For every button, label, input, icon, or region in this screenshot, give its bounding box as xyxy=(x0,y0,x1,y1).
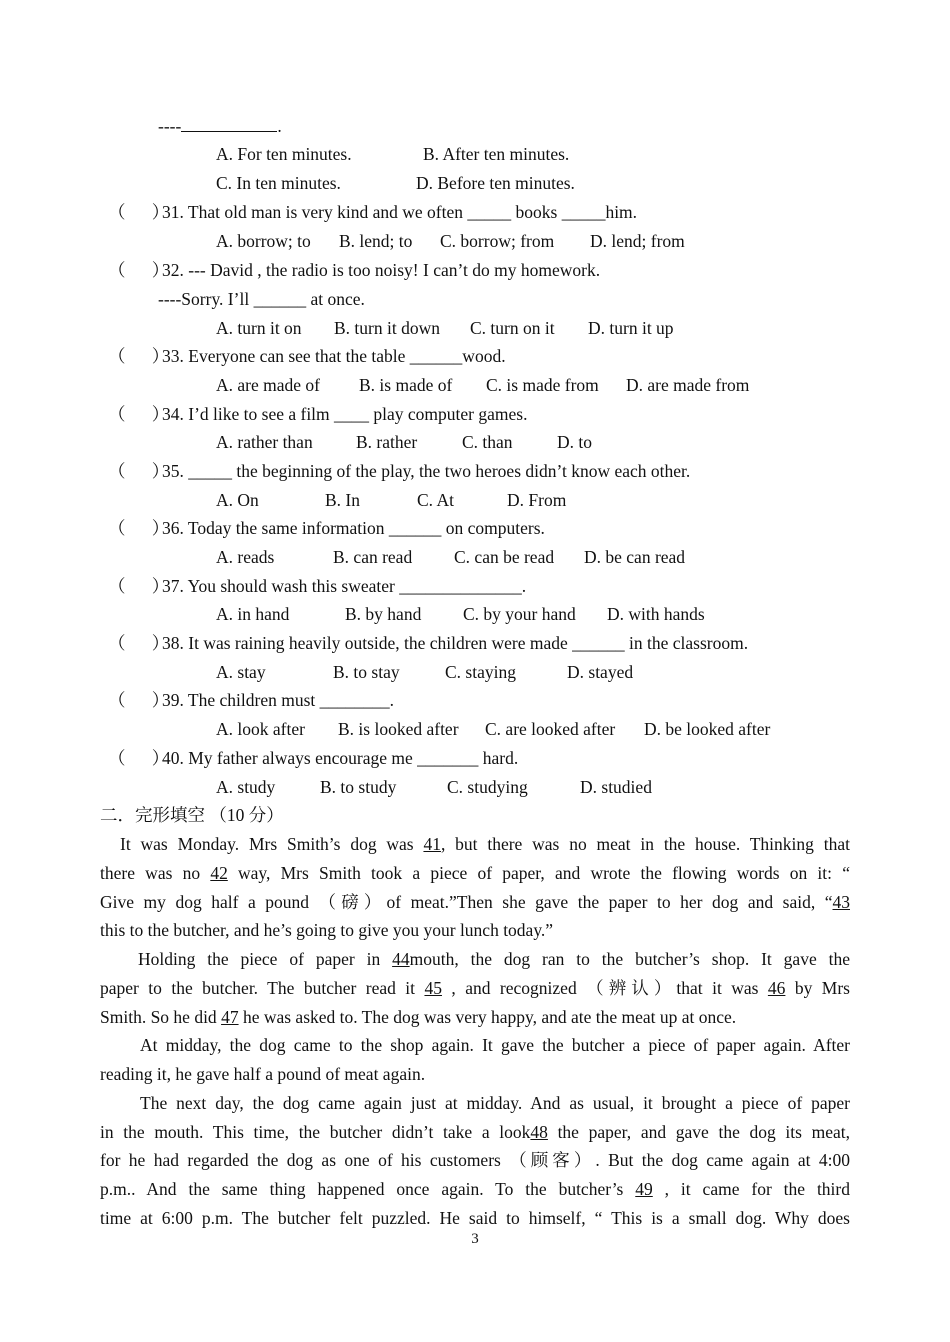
blank-48: 48 xyxy=(530,1122,548,1142)
option-b: B. is looked after xyxy=(338,719,459,739)
q30-answer-line: ---- . xyxy=(158,116,282,136)
option-c: C. can be read xyxy=(454,547,555,567)
option-d: D. be looked after xyxy=(644,719,771,739)
option-c: C. staying xyxy=(445,662,516,682)
option-d: D. are made from xyxy=(626,375,750,395)
option-a: A. look after xyxy=(216,719,305,739)
blank-49: 49 xyxy=(635,1179,653,1199)
option-d: D. From xyxy=(507,490,567,510)
question-stem: 32. --- David , the radio is too noisy! I can’t do my homework. xyxy=(162,260,601,280)
option-d: D. to xyxy=(557,432,592,452)
blank-44: 44 xyxy=(392,949,410,969)
option-a: A. On xyxy=(216,490,259,510)
question-stem: 38. It was raining heavily outside, the children were made ______ in the classroom. xyxy=(162,633,749,653)
passage-line: The next day, the dog came again just at midday. And as usual, it brought a piece of paper xyxy=(140,1093,850,1113)
option-c: C. studying xyxy=(447,777,528,797)
passage-line: time at 6:00 p.m. The butcher felt puzzled. He said to himself, “ This is a small dog. Why does xyxy=(100,1208,850,1228)
option-d: D. with hands xyxy=(607,604,705,624)
passage-line: paper to the butcher. The butcher read it 45 , and recognized （辨认）that it was 46 by Mrs xyxy=(100,978,850,998)
passage-line: Give my dog half a pound （磅）of meat.”Then she gave the paper to her dog and said, “43 xyxy=(100,892,850,912)
option-c: C. turn on it xyxy=(470,318,555,338)
blank-45: 45 xyxy=(424,978,442,998)
answer-paren: （ ） xyxy=(108,202,170,222)
option-a: A. borrow; to xyxy=(216,231,311,251)
option-c: C. are looked after xyxy=(485,719,616,739)
option-a: A. study xyxy=(216,777,276,797)
question-stem: 31. That old man is very kind and we often _____ books _____him. xyxy=(162,202,638,222)
q30-option-d: D. Before ten minutes. xyxy=(416,173,575,193)
question-reply: ----Sorry. I’ll ______ at once. xyxy=(158,289,365,309)
option-a: A. are made of xyxy=(216,375,320,395)
option-a: A. turn it on xyxy=(216,318,302,338)
passage-line: for he had regarded the dog as one of his customers （顾客）. But the dog came again at 4:00 xyxy=(100,1150,850,1170)
question-stem: 39. The children must ________. xyxy=(162,690,395,710)
option-c: C. At xyxy=(417,490,454,510)
option-b: B. turn it down xyxy=(334,318,440,338)
option-d: D. lend; from xyxy=(590,231,685,251)
answer-paren: （ ） xyxy=(108,633,170,653)
option-a: A. in hand xyxy=(216,604,290,624)
passage-line: It was Monday. Mrs Smith’s dog was 41, but there was no meat in the house. Thinking that xyxy=(120,834,850,854)
question-stem: 35. _____ the beginning of the play, the two heroes didn’t know each other. xyxy=(162,461,691,481)
blank-47: 47 xyxy=(221,1007,239,1027)
option-d: D. be can read xyxy=(584,547,686,567)
blank-43: 43 xyxy=(832,892,850,912)
option-d: D. studied xyxy=(580,777,652,797)
option-d: D. turn it up xyxy=(588,318,674,338)
answer-paren: （ ） xyxy=(108,748,170,768)
option-b: B. to stay xyxy=(333,662,400,682)
option-b: B. lend; to xyxy=(339,231,413,251)
option-a: A. stay xyxy=(216,662,266,682)
option-b: B. rather xyxy=(356,432,418,452)
passage-line: there was no 42 way, Mrs Smith took a piece of paper, and wrote the flowing words on it: “ xyxy=(100,863,850,883)
blank-46: 46 xyxy=(767,978,786,998)
option-c: C. than xyxy=(462,432,513,452)
option-a: A. reads xyxy=(216,547,275,567)
question-stem: 36. Today the same information ______ on computers. xyxy=(162,518,545,538)
option-b: B. In xyxy=(325,490,360,510)
answer-paren: （ ） xyxy=(108,260,170,280)
answer-paren: （ ） xyxy=(108,518,170,538)
q30-option-c: C. In ten minutes. xyxy=(216,173,341,193)
answer-paren: （ ） xyxy=(108,461,170,481)
answer-paren: （ ） xyxy=(108,346,170,366)
blank-41: 41 xyxy=(423,834,441,854)
option-b: B. is made of xyxy=(359,375,453,395)
option-a: A. rather than xyxy=(216,432,313,452)
answer-paren: （ ） xyxy=(108,576,170,596)
option-b: B. can read xyxy=(333,547,413,567)
option-b: B. to study xyxy=(320,777,397,797)
passage-line: reading it, he gave half a pound of meat again. xyxy=(100,1064,426,1084)
passage-line: p.m.. And the same thing happened once again. To the butcher’s 49 , it came for the third xyxy=(100,1179,850,1199)
page-number: 3 xyxy=(471,1231,479,1247)
blank-42: 42 xyxy=(210,863,228,883)
passage-line: this to the butcher, and he’s going to give you your lunch today.” xyxy=(100,920,554,940)
passage-line: in the mouth. This time, the butcher didn’t take a look48 the paper, and gave the dog its meat, xyxy=(100,1122,851,1142)
option-c: C. borrow; from xyxy=(440,231,555,251)
answer-paren: （ ） xyxy=(108,404,170,424)
passage-line: Holding the piece of paper in 44mouth, the dog ran to the butcher’s shop. It gave the xyxy=(138,949,850,969)
q30-option-b: B. After ten minutes. xyxy=(423,144,570,164)
passage-line: Smith. So he did 47 he was asked to. The dog was very happy, and ate the meat up at once. xyxy=(100,1007,737,1027)
answer-paren: （ ） xyxy=(108,690,170,710)
passage-line: At midday, the dog came to the shop again. It gave the butcher a piece of paper again. After xyxy=(140,1035,850,1055)
q30-option-a: A. For ten minutes. xyxy=(216,144,352,164)
question-stem: 37. You should wash this sweater ______________. xyxy=(162,576,527,596)
question-stem: 34. I’d like to see a film ____ play computer games. xyxy=(162,404,528,424)
section-heading: 二．完形填空 （10 分） xyxy=(100,805,284,825)
option-d: D. stayed xyxy=(567,662,634,682)
question-stem: 33. Everyone can see that the table ______wood. xyxy=(162,346,506,366)
option-b: B. by hand xyxy=(345,604,422,624)
option-c: C. is made from xyxy=(486,375,599,395)
option-c: C. by your hand xyxy=(463,604,576,624)
question-stem: 40. My father always encourage me _______ hard. xyxy=(162,748,519,768)
